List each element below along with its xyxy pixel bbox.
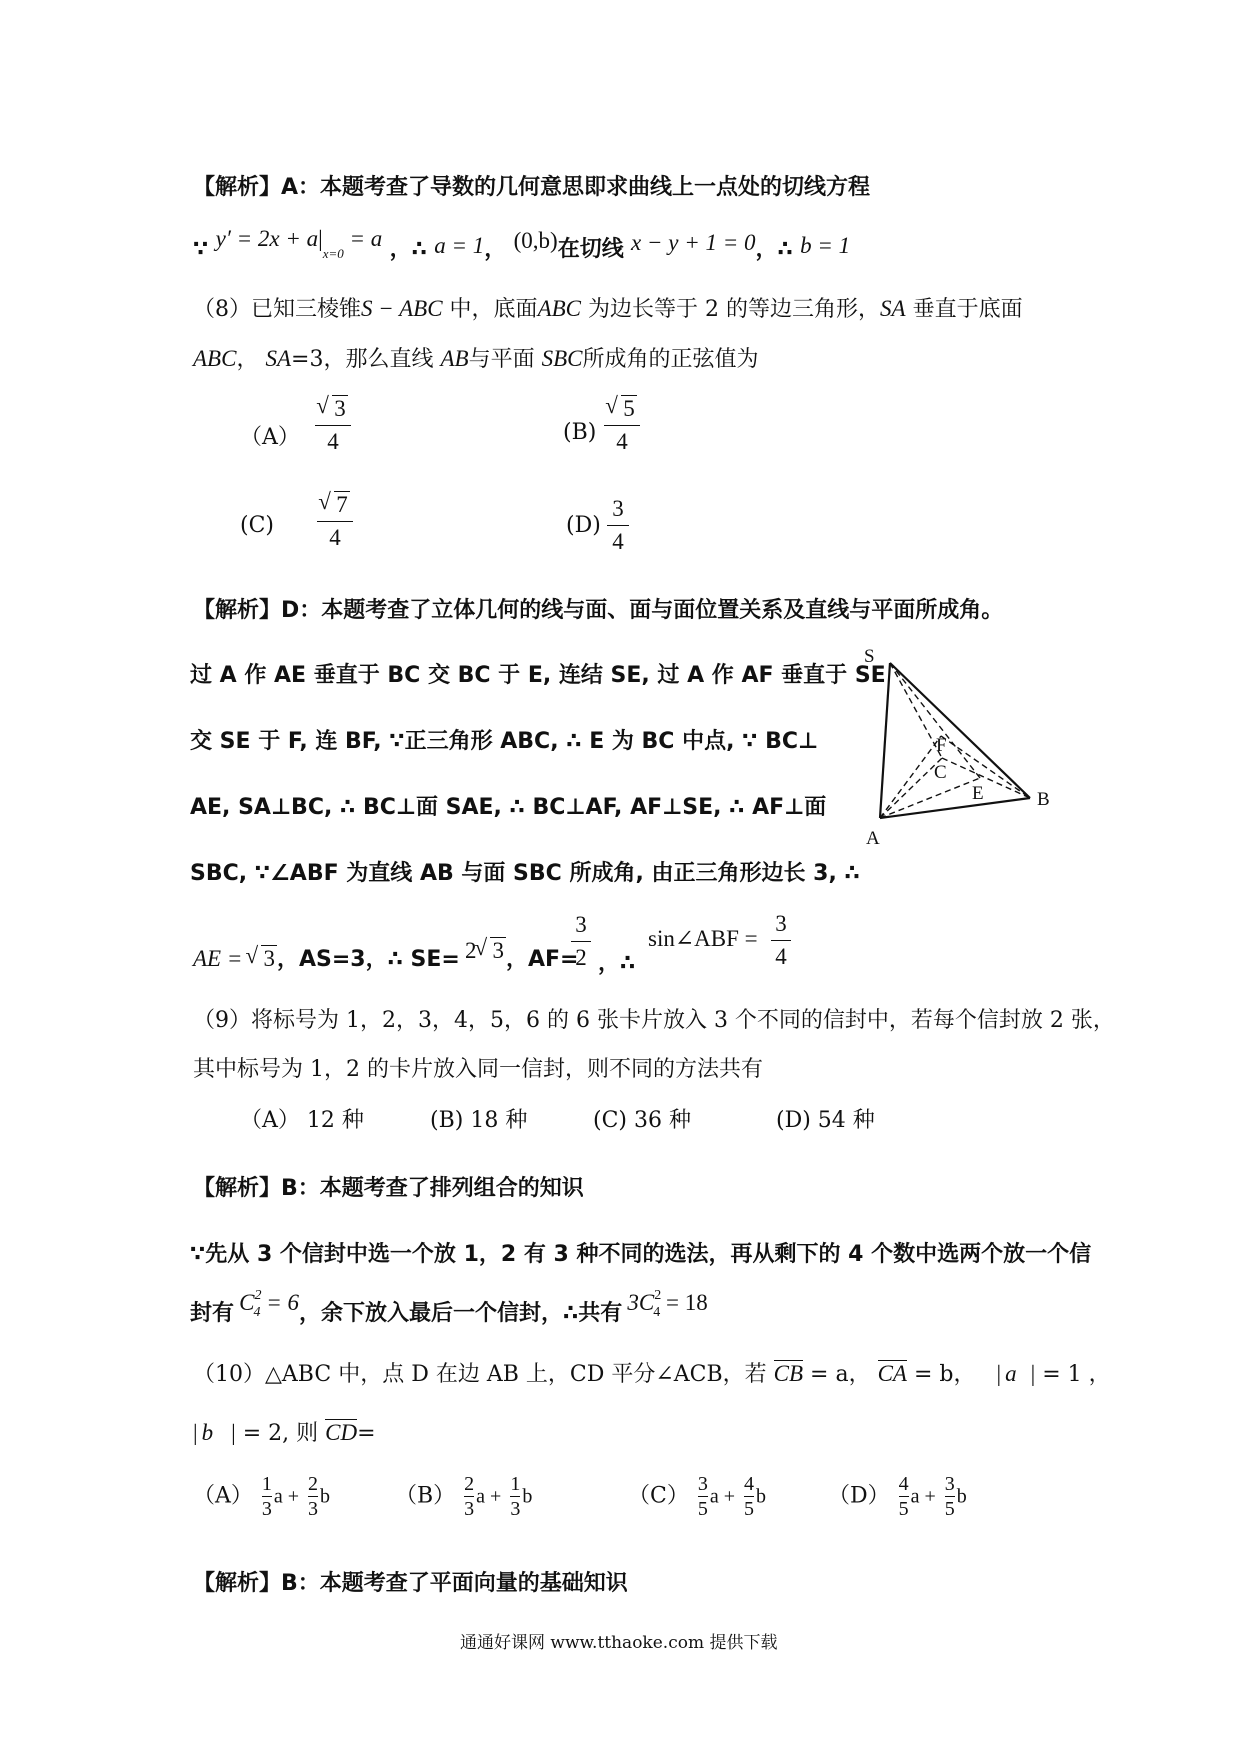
label-a: A xyxy=(866,828,880,848)
q10-option-c: （C） $\frac{3}{5}$ a + $\frac{4}{5}$ b xyxy=(628,1473,766,1520)
page-footer: 通通好课网 www.tthaoke.com 提供下载 xyxy=(460,1633,778,1653)
sin-fraction: 3 4 xyxy=(771,909,791,972)
edge-se xyxy=(890,663,980,778)
q10-option-b: （B） $\frac{2}{3}$ a + $\frac{1}{3}$ b xyxy=(395,1473,533,1520)
label-f: F xyxy=(936,735,947,756)
q9-option-d: (D) 54 种 xyxy=(776,1108,875,1133)
tangent-line-eq: x − y + 1 = 0 xyxy=(631,230,756,255)
edge-sc xyxy=(890,663,942,758)
q10-line1: （10）△ABC 中，点 D 在边 AB 上，CD 平分∠ACB，若 CB = a， CA = b， | a | = 1 ， xyxy=(193,1361,1111,1387)
q8-analysis-p3: AE, SA⊥BC, ∴ BC⊥面 SAE, ∴ BC⊥AF, AF⊥SE, ∴ AF⊥面 xyxy=(190,795,827,820)
q8-option-c-label: (C) xyxy=(240,513,274,538)
label-s: S xyxy=(864,648,875,667)
q10-option-d: （D） $\frac{4}{5}$ a + $\frac{3}{5}$ b xyxy=(828,1473,967,1520)
a-value: a = 1 xyxy=(434,233,485,258)
q8-option-b-label: (B) xyxy=(563,420,597,445)
q9-analysis-p1: ∵先从 3 个信封中选一个放 1，2 有 3 种不同的选法，再从剩下的 4 个数中选两个放一个信 xyxy=(190,1242,1092,1267)
sin-abf: sin∠ABF = xyxy=(648,926,758,951)
q10-analysis-heading: 【解析】B：本题考查了平面向量的基础知识 xyxy=(193,1571,628,1596)
q9-line1: （9）将标号为 1，2，3，4，5，6 的 6 张卡片放入 3 个不同的信封中，若每个信封放 2 张， xyxy=(193,1008,1115,1033)
label-b: B xyxy=(1037,789,1050,810)
q9-analysis-p2: 封有 $C^2_4 = 6$，余下放入最后一个信封，∴共有 $3C^2_4 = 18$ xyxy=(190,1288,708,1326)
q8-option-c-fraction: √ 7 4 xyxy=(317,490,353,553)
q8-analysis-p4: SBC, ∵∠ABF 为直线 AB 与面 SBC 所成角, 由正三角形边长 3, ∴ xyxy=(190,861,860,886)
q7-analysis-heading: 【解析】A：本题考查了导数的几何意思即求曲线上一点处的切线方程 xyxy=(193,175,871,200)
derivative-expr: y′ = 2x + a xyxy=(215,226,319,251)
q8-analysis-heading: 【解析】D：本题考查了立体几何的线与面、面与面位置关系及直线与平面所成角。 xyxy=(193,598,1004,623)
b-value: b = 1 xyxy=(800,233,851,258)
q10-line2: | b | = 2, 则 CD= xyxy=(193,1420,376,1446)
q8-option-b-fraction: √ 5 4 xyxy=(604,394,640,457)
q9-option-b: (B) 18 种 xyxy=(430,1108,528,1133)
edge-cb xyxy=(942,758,1030,798)
af-fraction: 3 2 xyxy=(571,910,591,973)
q8-line2: ABC， SA=3，那么直线 AB与平面 SBC所成角的正弦值为 xyxy=(193,346,759,372)
eq-a: = a xyxy=(343,226,383,251)
pyramid-figure xyxy=(850,648,1070,848)
q8-line1: （8）已知三棱锥S − ABC 中，底面ABC 为边长等于 2 的等边三角形，SA 垂直于底面 xyxy=(193,296,1023,322)
edge-sa xyxy=(880,663,890,818)
q9-option-c: (C) 36 种 xyxy=(593,1108,691,1133)
point-0b: (0,b) xyxy=(513,228,558,253)
edge-ac xyxy=(880,758,942,818)
vector-cd: CD xyxy=(325,1420,358,1445)
abs-b: b xyxy=(201,1420,214,1445)
label-c: C xyxy=(934,762,947,783)
q8-analysis-result-line: AE = √ 3，AS=3，∴ SE= 2√ 3，AF= xyxy=(193,942,578,973)
vector-cb: CB xyxy=(773,1361,804,1386)
vector-ca: CA xyxy=(877,1361,907,1386)
q9-analysis-heading: 【解析】B：本题考查了排列组合的知识 xyxy=(193,1176,584,1201)
edge-sb xyxy=(890,663,1030,798)
q8-option-d-fraction: 3 4 xyxy=(607,494,629,557)
eval-subscript: x=0 xyxy=(322,245,344,261)
therefore-symbol: ，∴ xyxy=(598,951,636,976)
q8-analysis-p2: 交 SE 于 F, 连 BF, ∵正三角形 ABC, ∴ E 为 BC 中点, ∵ BC⊥ xyxy=(190,729,819,754)
q8-option-a-fraction: √ 3 4 xyxy=(315,394,351,457)
edge-ab xyxy=(880,798,1030,818)
q7-analysis-line: ∵ $y' = 2x + a|_{x=0} = a$ ，∴ a = 1， (0,b)在切线 x − y + 1 = 0，∴ b = 1 xyxy=(193,226,851,262)
label-e: E xyxy=(972,783,984,804)
q8-analysis-p1: 过 A 作 AE 垂直于 BC 交 BC 于 E, 连结 SE, 过 A 作 AF 垂直于 SE xyxy=(190,663,886,688)
q9-option-a: （A） 12 种 xyxy=(240,1108,364,1133)
q8-option-a-label: （A） xyxy=(240,425,300,450)
abs-a: a xyxy=(1005,1361,1017,1386)
q9-line2: 其中标号为 1，2 的卡片放入同一信封，则不同的方法共有 xyxy=(193,1057,763,1082)
q10-option-a: （A） $\frac{1}{3}$ a + $\frac{2}{3}$ b xyxy=(193,1473,331,1520)
since-symbol: ∵ xyxy=(193,237,209,262)
q8-option-d-label: (D) xyxy=(566,513,601,538)
